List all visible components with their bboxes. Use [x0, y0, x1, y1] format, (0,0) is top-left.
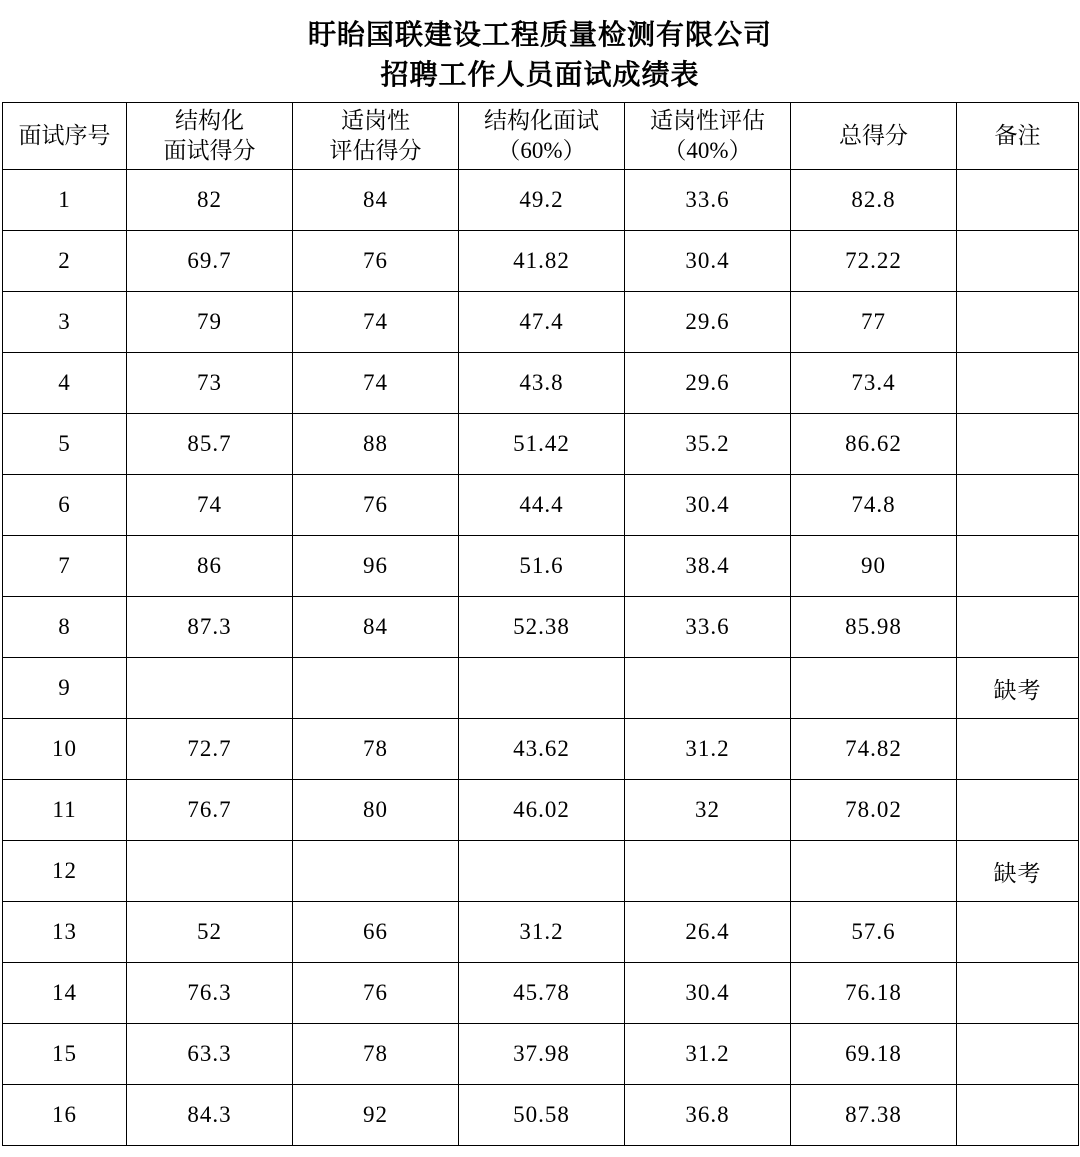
header-fitness40-line2: （40%） [663, 138, 752, 163]
cell-note [957, 1085, 1079, 1146]
cell-fitness-40: 32 [625, 780, 791, 841]
cell-fitness-40: 31.2 [625, 719, 791, 780]
cell-fitness-40: 30.4 [625, 475, 791, 536]
document-title [0, 0, 1080, 102]
cell-index: 12 [3, 841, 127, 902]
cell-note [957, 353, 1079, 414]
table-row [3, 597, 1079, 658]
table-row [3, 231, 1079, 292]
cell-index: 13 [3, 902, 127, 963]
cell-total: 78.02 [791, 780, 957, 841]
cell-fitness: 74 [293, 353, 459, 414]
cell-structured-60: 47.4 [459, 292, 625, 353]
cell-structured-60: 52.38 [459, 597, 625, 658]
cell-index: 2 [3, 231, 127, 292]
cell-fitness-40: 31.2 [625, 1024, 791, 1085]
cell-note: 缺考 [957, 658, 1079, 719]
header-cell-fitness-40 [625, 103, 791, 170]
cell-fitness-40: 35.2 [625, 414, 791, 475]
cell-fitness-40: 29.6 [625, 353, 791, 414]
cell-index: 11 [3, 780, 127, 841]
cell-index: 9 [3, 658, 127, 719]
cell-fitness: 80 [293, 780, 459, 841]
cell-index: 1 [3, 170, 127, 231]
cell-index: 6 [3, 475, 127, 536]
cell-structured-60: 37.98 [459, 1024, 625, 1085]
cell-index: 16 [3, 1085, 127, 1146]
cell-structured: 73 [127, 353, 293, 414]
cell-total: 74.82 [791, 719, 957, 780]
cell-total: 85.98 [791, 597, 957, 658]
header-fitness-line2: 评估得分 [329, 138, 422, 163]
table-row [3, 963, 1079, 1024]
cell-note [957, 719, 1079, 780]
interview-scores-table [2, 102, 1079, 1146]
cell-fitness: 92 [293, 1085, 459, 1146]
cell-structured-60: 43.62 [459, 719, 625, 780]
cell-total: 82.8 [791, 170, 957, 231]
cell-structured-60: 44.4 [459, 475, 625, 536]
cell-fitness: 84 [293, 170, 459, 231]
cell-note [957, 170, 1079, 231]
cell-note [957, 902, 1079, 963]
table-row [3, 658, 1079, 719]
table-header [3, 103, 1079, 170]
header-cell-total [791, 103, 957, 170]
cell-structured-60: 51.42 [459, 414, 625, 475]
cell-structured [127, 841, 293, 902]
cell-structured [127, 658, 293, 719]
cell-structured: 74 [127, 475, 293, 536]
table-row [3, 475, 1079, 536]
table-row [3, 841, 1079, 902]
cell-structured-60: 49.2 [459, 170, 625, 231]
cell-note [957, 536, 1079, 597]
table-row [3, 292, 1079, 353]
header-structured60-line2: （60%） [497, 138, 586, 163]
header-cell-structured-60 [459, 103, 625, 170]
cell-index: 7 [3, 536, 127, 597]
cell-structured: 63.3 [127, 1024, 293, 1085]
cell-total: 72.22 [791, 231, 957, 292]
cell-structured-60: 45.78 [459, 963, 625, 1024]
cell-structured-60: 31.2 [459, 902, 625, 963]
cell-note [957, 475, 1079, 536]
cell-total: 73.4 [791, 353, 957, 414]
cell-fitness [293, 658, 459, 719]
cell-structured-60 [459, 658, 625, 719]
cell-structured-60: 51.6 [459, 536, 625, 597]
header-cell-note [957, 103, 1079, 170]
cell-total: 74.8 [791, 475, 957, 536]
table-row [3, 414, 1079, 475]
table-row [3, 902, 1079, 963]
table-body [3, 170, 1079, 1146]
cell-fitness: 78 [293, 1024, 459, 1085]
cell-structured: 82 [127, 170, 293, 231]
cell-note [957, 1024, 1079, 1085]
cell-structured: 86 [127, 536, 293, 597]
cell-index: 8 [3, 597, 127, 658]
header-note-line1: 备注 [994, 123, 1041, 148]
cell-total [791, 841, 957, 902]
table-row [3, 719, 1079, 780]
header-index-line1: 面试序号 [18, 123, 111, 148]
cell-fitness-40: 33.6 [625, 597, 791, 658]
title-line-1: 盱眙国联建设工程质量检测有限公司 [307, 20, 772, 51]
header-cell-index [3, 103, 127, 170]
cell-fitness-40: 36.8 [625, 1085, 791, 1146]
cell-fitness-40: 38.4 [625, 536, 791, 597]
cell-note [957, 597, 1079, 658]
cell-structured: 52 [127, 902, 293, 963]
header-total-line1: 总得分 [839, 123, 908, 148]
cell-structured: 72.7 [127, 719, 293, 780]
header-fitness-line1: 适岗性 [341, 108, 410, 133]
cell-fitness [293, 841, 459, 902]
title-line-2: 招聘工作人员面试成绩表 [380, 60, 700, 91]
table-row [3, 170, 1079, 231]
cell-fitness: 88 [293, 414, 459, 475]
cell-index: 5 [3, 414, 127, 475]
cell-fitness: 76 [293, 963, 459, 1024]
cell-index: 3 [3, 292, 127, 353]
header-structured60-line1: 结构化面试 [484, 108, 599, 133]
cell-index: 10 [3, 719, 127, 780]
cell-fitness-40 [625, 841, 791, 902]
cell-total: 76.18 [791, 963, 957, 1024]
cell-structured: 69.7 [127, 231, 293, 292]
table-row [3, 1085, 1079, 1146]
cell-fitness: 84 [293, 597, 459, 658]
cell-total: 86.62 [791, 414, 957, 475]
cell-fitness-40: 30.4 [625, 963, 791, 1024]
cell-fitness: 76 [293, 231, 459, 292]
cell-fitness-40: 33.6 [625, 170, 791, 231]
cell-index: 4 [3, 353, 127, 414]
cell-structured-60: 46.02 [459, 780, 625, 841]
cell-fitness-40: 26.4 [625, 902, 791, 963]
cell-note [957, 292, 1079, 353]
cell-note [957, 414, 1079, 475]
cell-total: 90 [791, 536, 957, 597]
cell-total: 87.38 [791, 1085, 957, 1146]
cell-total: 69.18 [791, 1024, 957, 1085]
cell-index: 15 [3, 1024, 127, 1085]
cell-fitness-40 [625, 658, 791, 719]
cell-structured-60 [459, 841, 625, 902]
cell-structured-60: 43.8 [459, 353, 625, 414]
table-row [3, 780, 1079, 841]
cell-fitness: 96 [293, 536, 459, 597]
cell-note: 缺考 [957, 841, 1079, 902]
header-cell-structured [127, 103, 293, 170]
header-row [3, 103, 1079, 170]
header-structured-line2: 面试得分 [163, 138, 256, 163]
cell-structured: 76.3 [127, 963, 293, 1024]
header-fitness40-line1: 适岗性评估 [650, 108, 765, 133]
cell-fitness: 74 [293, 292, 459, 353]
cell-fitness-40: 30.4 [625, 231, 791, 292]
table-row [3, 536, 1079, 597]
cell-structured: 87.3 [127, 597, 293, 658]
cell-fitness-40: 29.6 [625, 292, 791, 353]
cell-structured: 79 [127, 292, 293, 353]
cell-structured: 84.3 [127, 1085, 293, 1146]
cell-fitness: 78 [293, 719, 459, 780]
table-row [3, 353, 1079, 414]
cell-total: 77 [791, 292, 957, 353]
header-cell-fitness [293, 103, 459, 170]
cell-fitness: 76 [293, 475, 459, 536]
cell-structured-60: 41.82 [459, 231, 625, 292]
header-structured-line1: 结构化 [175, 108, 244, 133]
cell-structured: 76.7 [127, 780, 293, 841]
cell-total: 57.6 [791, 902, 957, 963]
cell-note [957, 963, 1079, 1024]
cell-fitness: 66 [293, 902, 459, 963]
table-row [3, 1024, 1079, 1085]
cell-structured-60: 50.58 [459, 1085, 625, 1146]
cell-structured: 85.7 [127, 414, 293, 475]
cell-total [791, 658, 957, 719]
cell-note [957, 231, 1079, 292]
cell-note [957, 780, 1079, 841]
cell-index: 14 [3, 963, 127, 1024]
